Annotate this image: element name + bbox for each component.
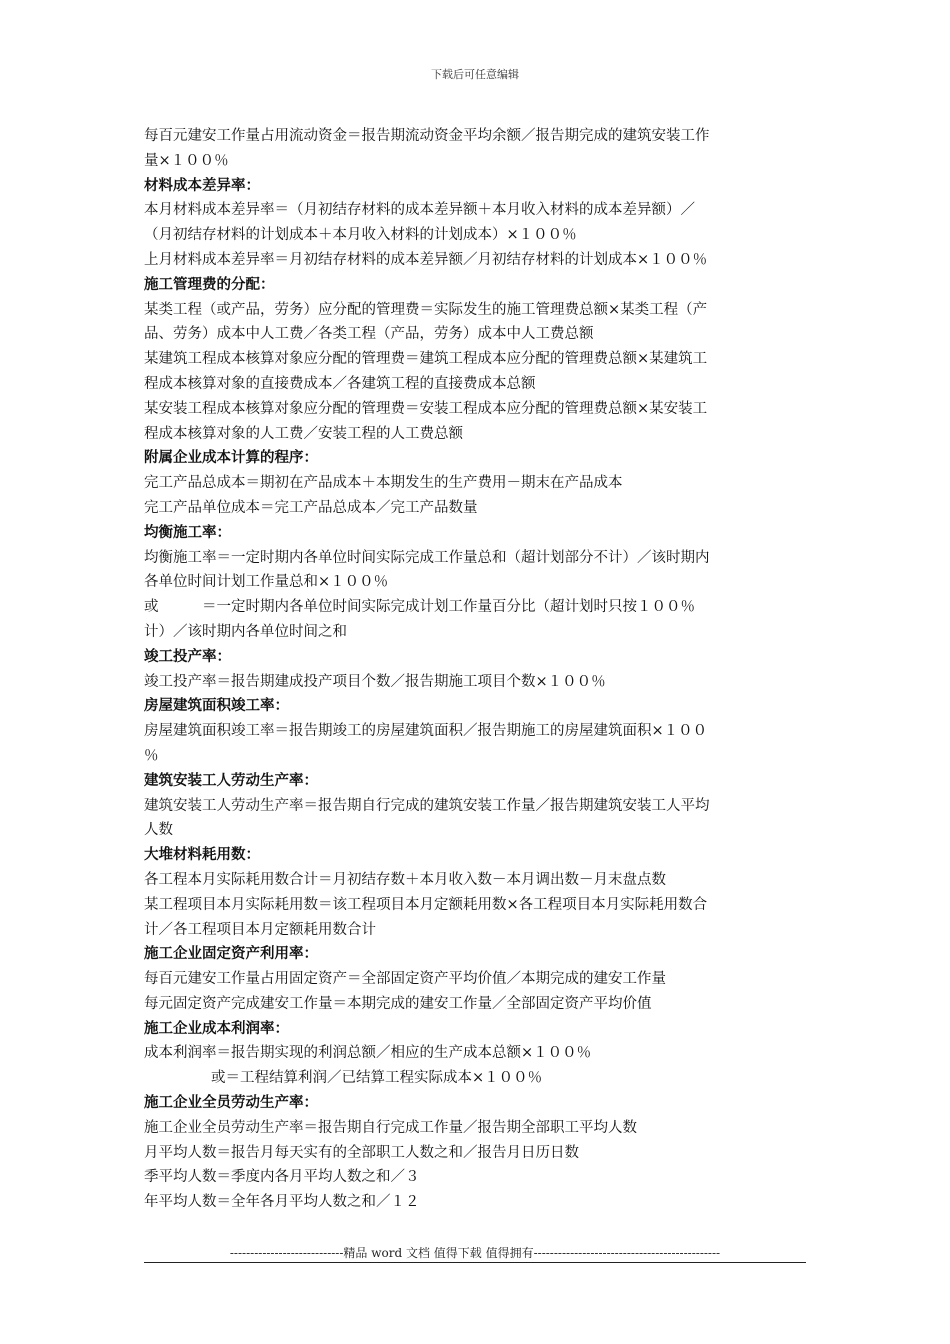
- text-line: 年平均人数＝全年各月平均人数之和／１２: [144, 1194, 420, 1211]
- page-header: 下载后可任意编辑: [431, 68, 519, 81]
- text-line: 各工程本月实际耗用数合计＝月初结存数＋本月收入数－本月调出数－月末盘点数: [144, 871, 666, 888]
- section-heading: 大堆材料耗用数：: [144, 847, 260, 864]
- text-line: 人数: [144, 822, 173, 839]
- text-line: 程成本核算对象的人工费／安装工程的人工费总额: [144, 425, 463, 442]
- text-line: （月初结存材料的计划成本＋本月收入材料的计划成本）×１００％: [144, 227, 577, 244]
- text-line: 均衡施工率＝一定时期内各单位时间实际完成工作量总和（超计划部分不计）／该时期内: [144, 549, 710, 566]
- text-line: 计／各工程项目本月定额耗用数合计: [144, 921, 376, 938]
- text-line: 每百元建安工作量占用流动资金＝报告期流动资金平均余额／报告期完成的建筑安装工作: [144, 128, 710, 144]
- section-heading: 施工管理费的分配：: [144, 276, 275, 293]
- text-line: 某建筑工程成本核算对象应分配的管理费＝建筑工程成本应分配的管理费总额×某建筑工: [144, 351, 708, 368]
- text-line: 建筑安装工人劳动生产率＝报告期自行完成的建筑安装工作量／报告期建筑安装工人平均: [144, 797, 710, 814]
- section-heading: 材料成本差异率：: [144, 177, 260, 194]
- text-line: 某安装工程成本核算对象应分配的管理费＝安装工程成本应分配的管理费总额×某安装工: [144, 400, 708, 417]
- text-line: 房屋建筑面积竣工率＝报告期竣工的房屋建筑面积／报告期施工的房屋建筑面积×１００: [144, 723, 708, 740]
- text-line: 品、劳务）成本中人工费／各类工程（产品，劳务）成本中人工费总额: [144, 326, 594, 343]
- text-line: 或 ＝一定时期内各单位时间实际完成计划工作量百分比（超计划时只按１００％: [144, 599, 695, 616]
- text-line: ％: [144, 747, 159, 764]
- text-line: 完工产品单位成本＝完工产品总成本／完工产品数量: [144, 499, 478, 516]
- text-line: 上月材料成本差异率＝月初结存材料的成本差异额／月初结存材料的计划成本×１００％: [144, 251, 708, 268]
- section-heading: 竣工投产率：: [144, 648, 231, 665]
- section-heading: 建筑安装工人劳动生产率：: [144, 772, 318, 789]
- text-line: 本月材料成本差异率＝（月初结存材料的成本差异额＋本月收入材料的成本差异额）／: [144, 202, 695, 219]
- text-line: 每元固定资产完成建安工作量＝本期完成的建安工作量／全部固定资产平均价值: [144, 995, 652, 1012]
- text-line: 各单位时间计划工作量总和×１００％: [144, 574, 389, 591]
- section-heading: 均衡施工率：: [144, 524, 231, 541]
- text-line: 施工企业全员劳动生产率＝报告期自行完成工作量／报告期全部职工平均人数: [144, 1119, 637, 1136]
- document-body: [144, 124, 804, 1215]
- text-line: 季平均人数＝季度内各月平均人数之和／３: [144, 1169, 420, 1186]
- text-line: 程成本核算对象的直接费成本／各建筑工程的直接费成本总额: [144, 375, 536, 392]
- section-heading: 施工企业全员劳动生产率：: [144, 1095, 318, 1112]
- text-line: 月平均人数＝报告月每天实有的全部职工人数之和／报告月日历日数: [144, 1144, 579, 1161]
- text-line: 竣工投产率＝报告期建成投产项目个数／报告期施工项目个数×１００％: [144, 673, 606, 690]
- page-footer: ----------------------------精品 word 文档 值得下载 值得拥有----------------------------------------------: [229, 1246, 721, 1260]
- footer-rule: [144, 1262, 806, 1263]
- text-line: 成本利润率＝报告期实现的利润总额／相应的生产成本总额×１００％: [144, 1045, 592, 1062]
- text-line: 每百元建安工作量占用固定资产＝全部固定资产平均价值／本期完成的建安工作量: [144, 971, 666, 988]
- text-line: 计）／该时期内各单位时间之和: [144, 623, 347, 640]
- text-line: 某类工程（或产品，劳务）应分配的管理费＝实际发生的施工管理费总额×某类工程（产: [144, 301, 708, 318]
- section-heading: 施工企业成本利润率：: [144, 1020, 289, 1037]
- text-line: 或＝工程结算利润／已结算工程实际成本×１００％: [211, 1070, 543, 1087]
- text-line: 某工程项目本月实际耗用数＝该工程项目本月定额耗用数×各工程项目本月实际耗用数合: [144, 896, 708, 913]
- section-heading: 施工企业固定资产利用率：: [144, 946, 318, 963]
- section-heading: 房屋建筑面积竣工率：: [144, 698, 289, 715]
- text-line: 完工产品总成本＝期初在产品成本＋本期发生的生产费用－期末在产品成本: [144, 475, 623, 492]
- section-heading: 附属企业成本计算的程序：: [144, 450, 318, 467]
- text-line: 量×１００％: [144, 152, 229, 169]
